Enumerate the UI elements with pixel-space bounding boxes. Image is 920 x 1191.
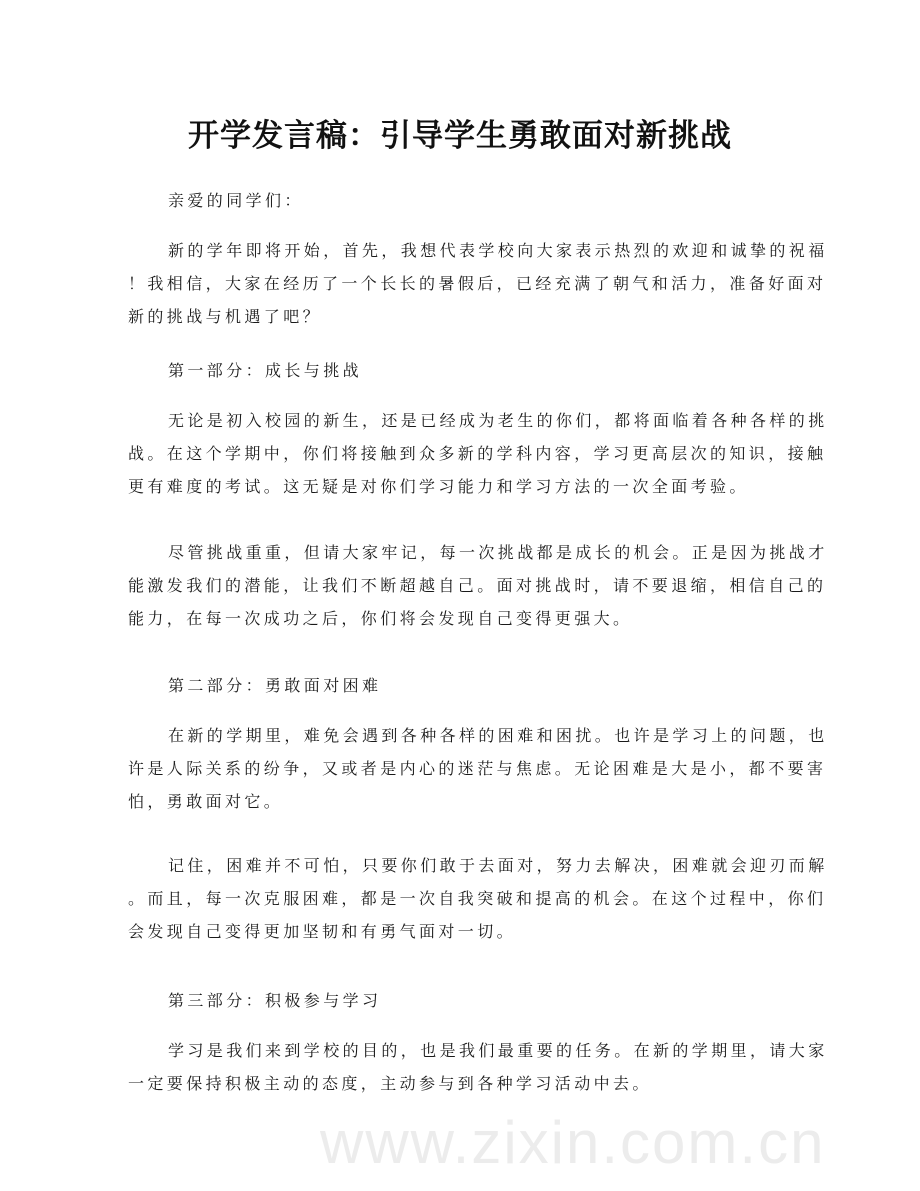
text-line: 第二部分：勇敢面对困难 <box>168 676 382 695</box>
section-heading <box>128 354 808 387</box>
text-line: 一定要保持积极主动的态度，主动参与到各种学习活动中去。 <box>128 1074 652 1093</box>
text-line: 尽管挑战重重，但请大家牢记，每一次挑战都是成长的机会。正是因为挑战才 <box>168 543 828 562</box>
text-line: 新的学年即将开始，首先，我想代表学校向大家表示热烈的欢迎和诚挚的祝福 <box>168 241 828 260</box>
text-line: 亲爱的同学们： <box>168 191 304 210</box>
paragraph <box>128 536 828 635</box>
text-line: ！我相信，大家在经历了一个长长的暑假后，已经充满了朝气和活力，准备好面对 <box>128 274 827 293</box>
text-line: 在新的学期里，难免会遇到各种各样的困难和困扰。也许是学习上的问题，也 <box>168 726 828 745</box>
text-line: 怕，勇敢面对它。 <box>128 792 284 811</box>
text-line: 会发现自己变得更加坚韧和有勇气面对一切。 <box>128 922 517 941</box>
paragraph <box>128 719 828 818</box>
text-line: 无论是初入校园的新生，还是已经成为老生的你们，都将面临着各种各样的挑 <box>168 411 828 430</box>
paragraph <box>128 849 828 948</box>
section-heading <box>128 984 808 1017</box>
text-line: 新的挑战与机遇了吧？ <box>128 307 323 326</box>
text-line: 能激发我们的潜能，让我们不断超越自己。面对挑战时，请不要退缩，相信自己的 <box>128 576 827 595</box>
paragraph <box>128 404 828 503</box>
paragraph <box>128 234 828 333</box>
text-line: 战。在这个学期中，你们将接触到众多新的学科内容，学习更高层次的知识，接触 <box>128 444 827 463</box>
text-line: 第一部分：成长与挑战 <box>168 361 363 380</box>
text-line: 更有难度的考试。这无疑是对你们学习能力和学习方法的一次全面考验。 <box>128 477 749 496</box>
watermark: www.zixin.com.cn <box>320 1109 826 1176</box>
greeting <box>128 184 808 217</box>
text-line: 。而且，每一次克服困难，都是一次自我突破和提高的机会。在这个过程中，你们 <box>128 889 827 908</box>
text-line: 第三部分：积极参与学习 <box>168 991 382 1010</box>
paragraph <box>128 1034 828 1100</box>
document-title: 开学发言稿：引导学生勇敢面对新挑战 <box>188 118 732 154</box>
text-line: 能力，在每一次成功之后，你们将会发现自己变得更强大。 <box>128 609 633 628</box>
text-line: 学习是我们来到学校的目的，也是我们最重要的任务。在新的学期里，请大家 <box>168 1041 828 1060</box>
text-line: 许是人际关系的纷争，又或者是内心的迷茫与焦虑。无论困难是大是小，都不要害 <box>128 759 827 778</box>
text-line: 记住，困难并不可怕，只要你们敢于去面对，努力去解决，困难就会迎刃而解 <box>168 856 828 875</box>
section-heading <box>128 669 808 702</box>
